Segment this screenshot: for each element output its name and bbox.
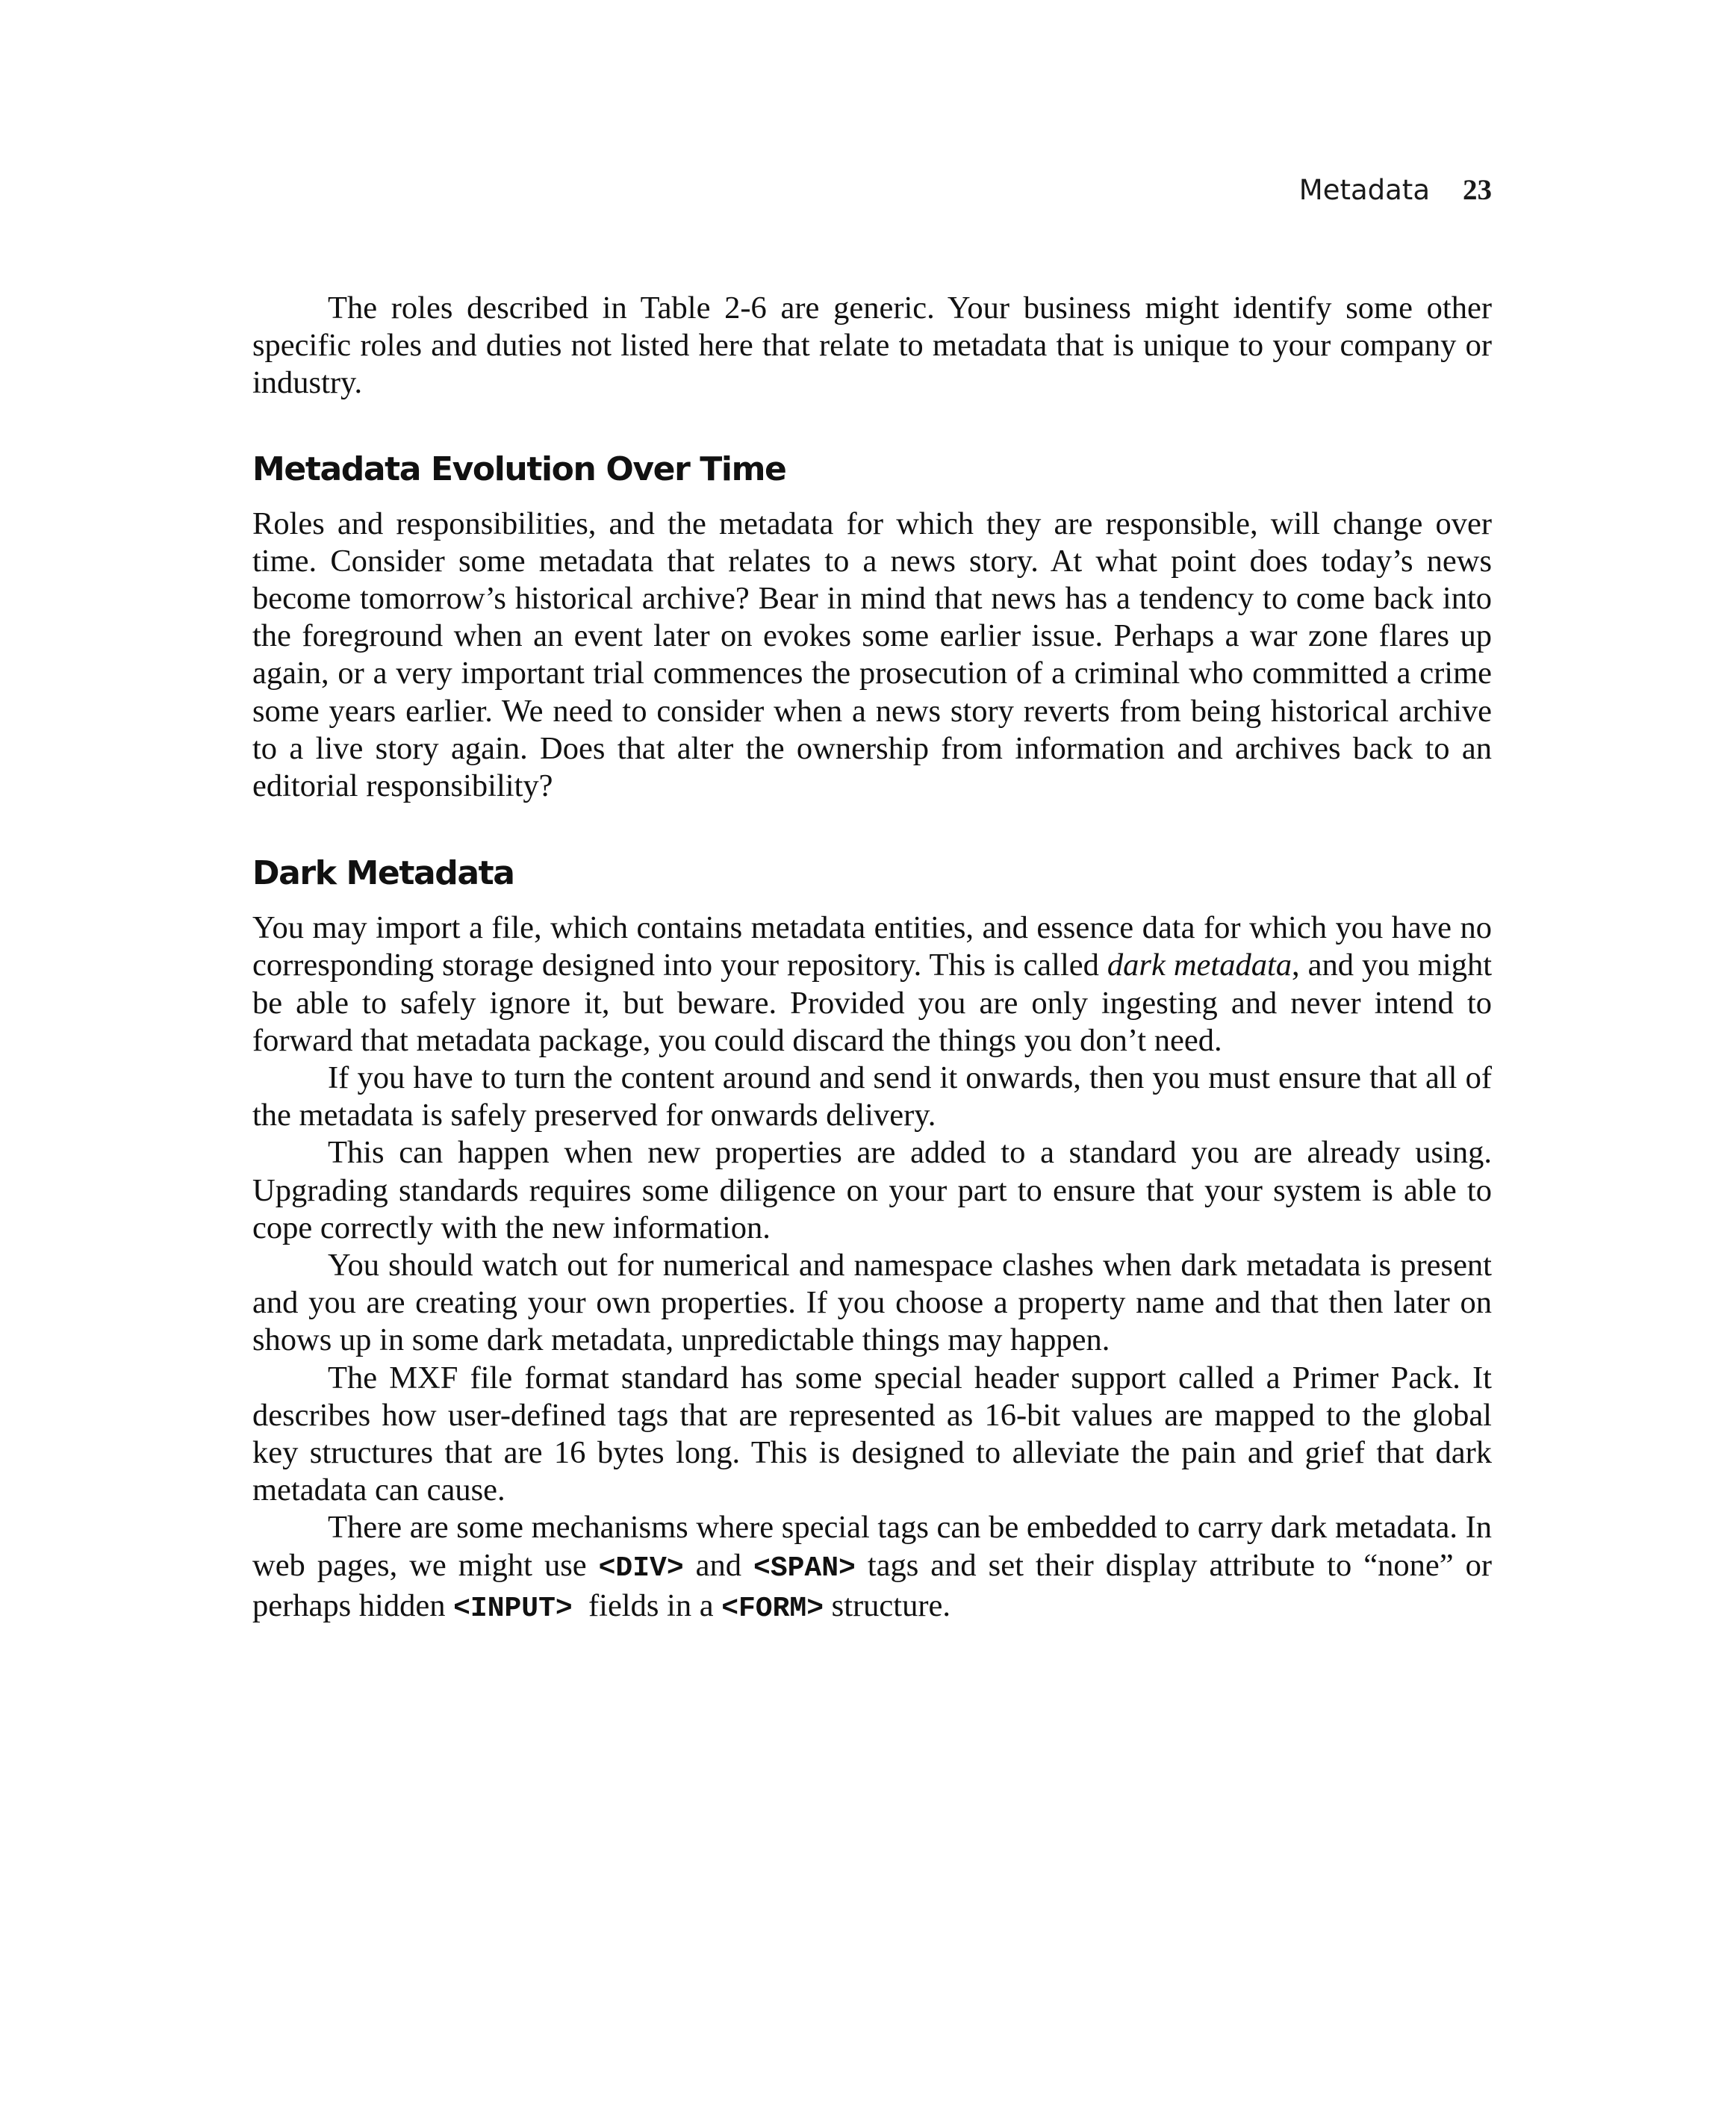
heading-dark-metadata: Dark Metadata	[252, 854, 514, 893]
dark-p1-text-a: You may import a file, which contains metadata entities, and essence data for which you have no corresponding storage designed into your repository. This is called	[252, 910, 1492, 983]
running-head-title: Metadata	[1298, 174, 1430, 206]
dark-p1-text-b: , and you might be able to safely ignore it, but beware. Provided you are only ingesting and never intend to forward that metadata package, you could discard the things you don’t need.	[252, 948, 1493, 1058]
page-content	[252, 290, 1492, 1628]
code-div-tag: <DIV>	[598, 1552, 684, 1584]
running-head	[1299, 173, 1492, 207]
dark-metadata-term: dark metadata	[1107, 948, 1292, 983]
page-number: 23	[1463, 174, 1492, 206]
dark-p6-text-a: There are some mechanisms where special tags can be embedded to carry dark metadata. In web pages, we might use	[252, 1510, 1492, 1583]
code-form-tag: <FORM>	[721, 1592, 824, 1625]
dark-paragraph-6	[252, 1509, 1492, 1628]
code-input-tag: <INPUT>	[453, 1592, 573, 1625]
dark-p6-text-b: and	[683, 1547, 754, 1583]
evolution-paragraph: Roles and responsibilities, and the metadata for which they are responsible, will change over time. Consider some metadata that relates to a news story. At what point does today’s news become tomorrow’s historical archive? Bear in mind that news has a tendency to come back into the foreground when an event later on evokes some earlier issue. Perhaps a war zone flares up again, or a very important trial commences the prosecution of a criminal who committed a crime some years earlier. We need to consider when a news story reverts from being historical archive to a live story again. Does that alter the ownership from information and archives back to an editorial responsibility?	[252, 505, 1492, 804]
heading-metadata-evolution: Metadata Evolution Over Time	[252, 449, 786, 488]
dark-paragraph-5: The MXF file format standard has some special header support called a Primer Pack. It describes how user-defined tags that are represented as 16-bit values are mapped to the global key structures that are 16 bytes long. This is designed to alleviate the pain and grief that dark metadata can cause.	[252, 1360, 1492, 1508]
dark-p6-text-e: structure.	[824, 1587, 951, 1623]
dark-p6-text-d: fields in a	[572, 1587, 722, 1623]
dark-paragraph-1	[252, 909, 1492, 1060]
intro-paragraph: The roles described in Table 2-6 are generic. Your business might identify some other specific roles and duties not listed here that relate to metadata that is unique to your company or industry.	[252, 290, 1492, 401]
dark-paragraph-2: If you have to turn the content around and send it onwards, then you must ensure that all of the metadata is safely preserved for onwards delivery.	[252, 1060, 1492, 1133]
dark-p6-text-c: tags and set their display attribute to “none” or perhaps hidden	[252, 1547, 1492, 1623]
dark-paragraph-3: This can happen when new properties are added to a standard you are already using. Upgrading standards requires some diligence on your part to ensure that your system is able to cope correctly with the new information.	[252, 1135, 1492, 1245]
code-span-tag: <SPAN>	[753, 1552, 856, 1584]
dark-paragraph-4: You should watch out for numerical and namespace clashes when dark metadata is present and you are creating your own properties. If you choose a property name and that then later on shows up in some dark metadata, unpredictable things may happen.	[252, 1248, 1492, 1358]
